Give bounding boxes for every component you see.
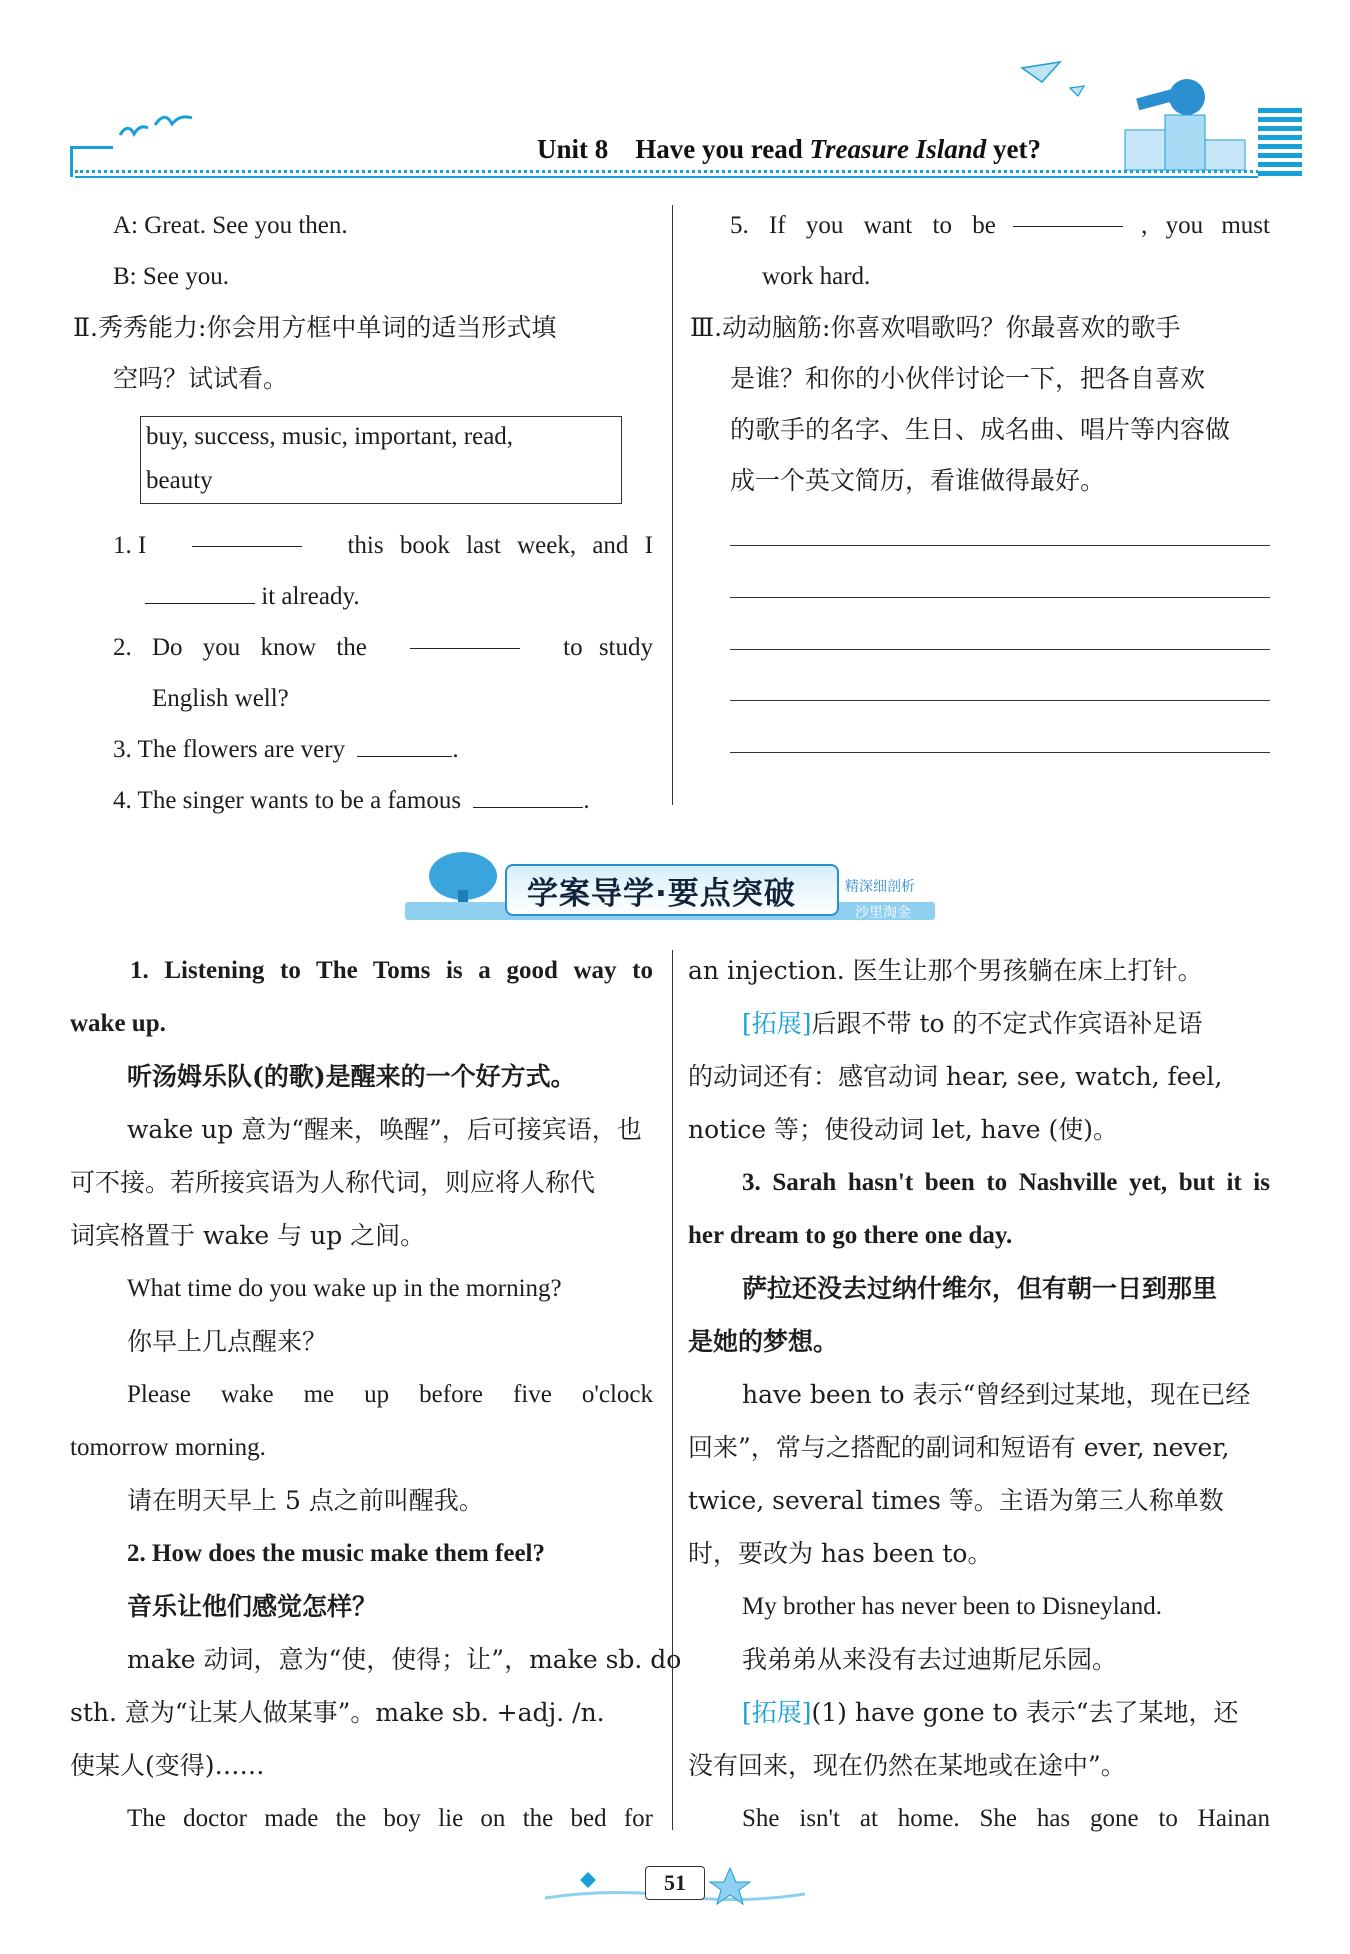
extension-label: [拓展] [742,1009,812,1038]
point3-title-line1: 3. Sarah hasn't been to Nashville yet, but it is [742,1169,1270,1196]
q3-text: 3. The flowers are very [113,736,346,763]
point1-note-line3: 词宾格置于 wake 与 up 之间。 [70,1221,426,1250]
section3-line2: 是谁？和你的小伙伴讨论一下，把各自喜欢 [730,364,1206,393]
point3-note-line1: have been to 表示“曾经到过某地，现在已经 [742,1380,1251,1409]
point2-title: 2. How does the music make them feel? [127,1540,545,1567]
answer-line-5[interactable] [730,752,1270,753]
section3-line3: 的歌手的名字、生日、成名曲、唱片等内容做 [730,415,1231,444]
example2-line2: tomorrow morning. [70,1434,266,1461]
unit-label: Unit 8 [537,134,609,164]
extension1-text: 后跟不带 to 的不定式作宾语补足语 [811,1009,1203,1038]
answer-line-2[interactable] [730,597,1270,598]
book-title: Treasure Island [809,134,987,164]
q4-text: 4. The singer wants to be a famous [113,787,462,814]
answer-line-3[interactable] [730,649,1270,650]
point1-note-line1: wake up 意为“醒来，唤醒”，后可接宾语，也 [127,1115,642,1144]
word-box [140,416,622,504]
point3-translation-line2: 是她的梦想。 [688,1327,839,1356]
example4: She isn't at home. She has gone to Hainan [742,1805,1270,1832]
point1-translation: 听汤姆乐队(的歌)是醒来的一个好方式。 [127,1062,576,1091]
point2-example: The doctor made the boy lie on the bed for [127,1805,653,1832]
point1-title-line1: 1. Listening to The Toms is a good way to [130,957,653,984]
header-title [537,134,1041,165]
answer-line-4[interactable] [730,700,1270,701]
header-stripes [1258,108,1302,180]
telescope-illustration-icon [1115,75,1260,175]
point3-note-line3: twice, several times 等。主语为第三人称单数 [688,1486,1224,1515]
question-3 [113,724,459,775]
q1-part-a: 1. I [113,532,147,559]
extension2-line1 [742,1687,1238,1738]
example3: My brother has never been to Disneyland. [742,1593,1163,1620]
column-divider-bottom [672,950,673,1830]
q5-part-a: 5. If you want to be [730,212,996,239]
example2-line1: Please wake me up before five o'clock [127,1381,653,1408]
section2-instruction-line1: Ⅱ.秀秀能力:你会用方框中单词的适当形式填 [73,313,557,342]
q2-part-c: English well? [152,685,289,712]
example3-translation: 我弟弟从来没有去过迪斯尼乐园。 [742,1645,1118,1674]
extension1-line2: 的动词还有：感官动词 hear, see, watch, feel, [688,1062,1223,1091]
question-2 [113,622,653,673]
banner-subtitle-bottom: 沙里淘金 [855,905,911,921]
title-pre: Have you read [635,134,803,164]
page-number: 51 [645,1866,705,1900]
point3-translation-line1: 萨拉还没去过纳什维尔，但有朝一日到那里 [742,1274,1218,1303]
header [0,0,1350,190]
q5-blank[interactable] [1013,200,1123,227]
q4-period: . [583,787,590,814]
header-rule [75,176,1265,178]
question-4 [113,775,590,826]
q2-blank[interactable] [410,622,520,649]
section3-line1: Ⅲ.动动脑筋:你喜欢唱歌吗？你最喜欢的歌手 [690,313,1181,342]
extension2-text: (1) have gone to 表示“去了某地，还 [811,1698,1239,1727]
example1: What time do you wake up in the morning? [127,1275,562,1302]
point2-translation: 音乐让他们感觉怎样？ [127,1592,378,1621]
q4-blank[interactable] [473,781,583,808]
q2-part-b: to study [563,634,653,661]
header-dotted-line [75,170,1265,173]
question-1-cont [145,571,360,622]
example1-translation: 你早上几点醒来？ [127,1327,328,1356]
paper-plane-icon [1020,60,1090,100]
question-1 [113,520,653,571]
point1-title-line2: wake up. [70,1010,166,1037]
example2-translation: 请在明天早上 5 点之前叫醒我。 [127,1486,484,1515]
q1-blank-1[interactable] [192,520,302,547]
banner-title: 学案导学·要点突破 [527,876,796,912]
extension-label: [拓展] [742,1698,812,1727]
q1-blank-2[interactable] [145,577,255,604]
point3-note-line2: 回来”，常与之搭配的副词和短语有 ever, never, [688,1433,1230,1462]
extension2-line2: 没有回来，现在仍然在某地或在途中”。 [688,1751,1126,1780]
word-box-line2: beauty [146,467,213,494]
q5-part-b: , you must [1141,212,1270,239]
section3-line4: 成一个英文简历，看谁做得最好。 [730,466,1106,495]
extension1-line3: notice 等；使役动词 let, have (使)。 [688,1115,1118,1144]
q2-part-a: 2. Do you know the [113,634,367,661]
footer [540,1858,810,1908]
point1-note-line2: 可不接。若所接宾语为人称代词，则应将人称代 [70,1168,596,1197]
q5-part-c: work hard. [762,263,871,290]
point2-note-line2: sth. 意为“让某人做某事”。make sb. +adj. /n. [70,1698,605,1727]
section2-instruction-line2: 空吗？试试看。 [113,364,289,393]
banner-subtitle-top: 精深细剖析 [845,879,915,895]
point2-note-line3: 使某人(变得)…… [70,1751,265,1780]
q3-blank[interactable] [357,730,452,757]
point3-title-line2: her dream to go there one day. [688,1222,1013,1249]
dialog-a: A: Great. See you then. [113,212,348,239]
extension1-line1 [742,998,1203,1049]
q3-period: . [452,736,459,763]
point2-example-cont: an injection. 医生让那个男孩躺在床上打针。 [688,956,1203,985]
word-box-line1: buy, success, music, important, read, [146,423,514,450]
title-post: yet? [993,134,1042,164]
birds-icon [110,110,200,155]
q1-part-b: this book last week, and I [347,532,653,559]
column-divider-top [672,205,673,805]
answer-line-1[interactable] [730,545,1270,546]
section-banner [405,850,935,925]
point2-note-line1: make 动词，意为“使，使得；让”，make sb. do [127,1645,682,1674]
point3-note-line4: 时，要改为 has been to。 [688,1539,993,1568]
dialog-b: B: See you. [113,263,229,290]
q1-part-c: it already. [261,583,360,610]
question-5 [730,200,1270,251]
